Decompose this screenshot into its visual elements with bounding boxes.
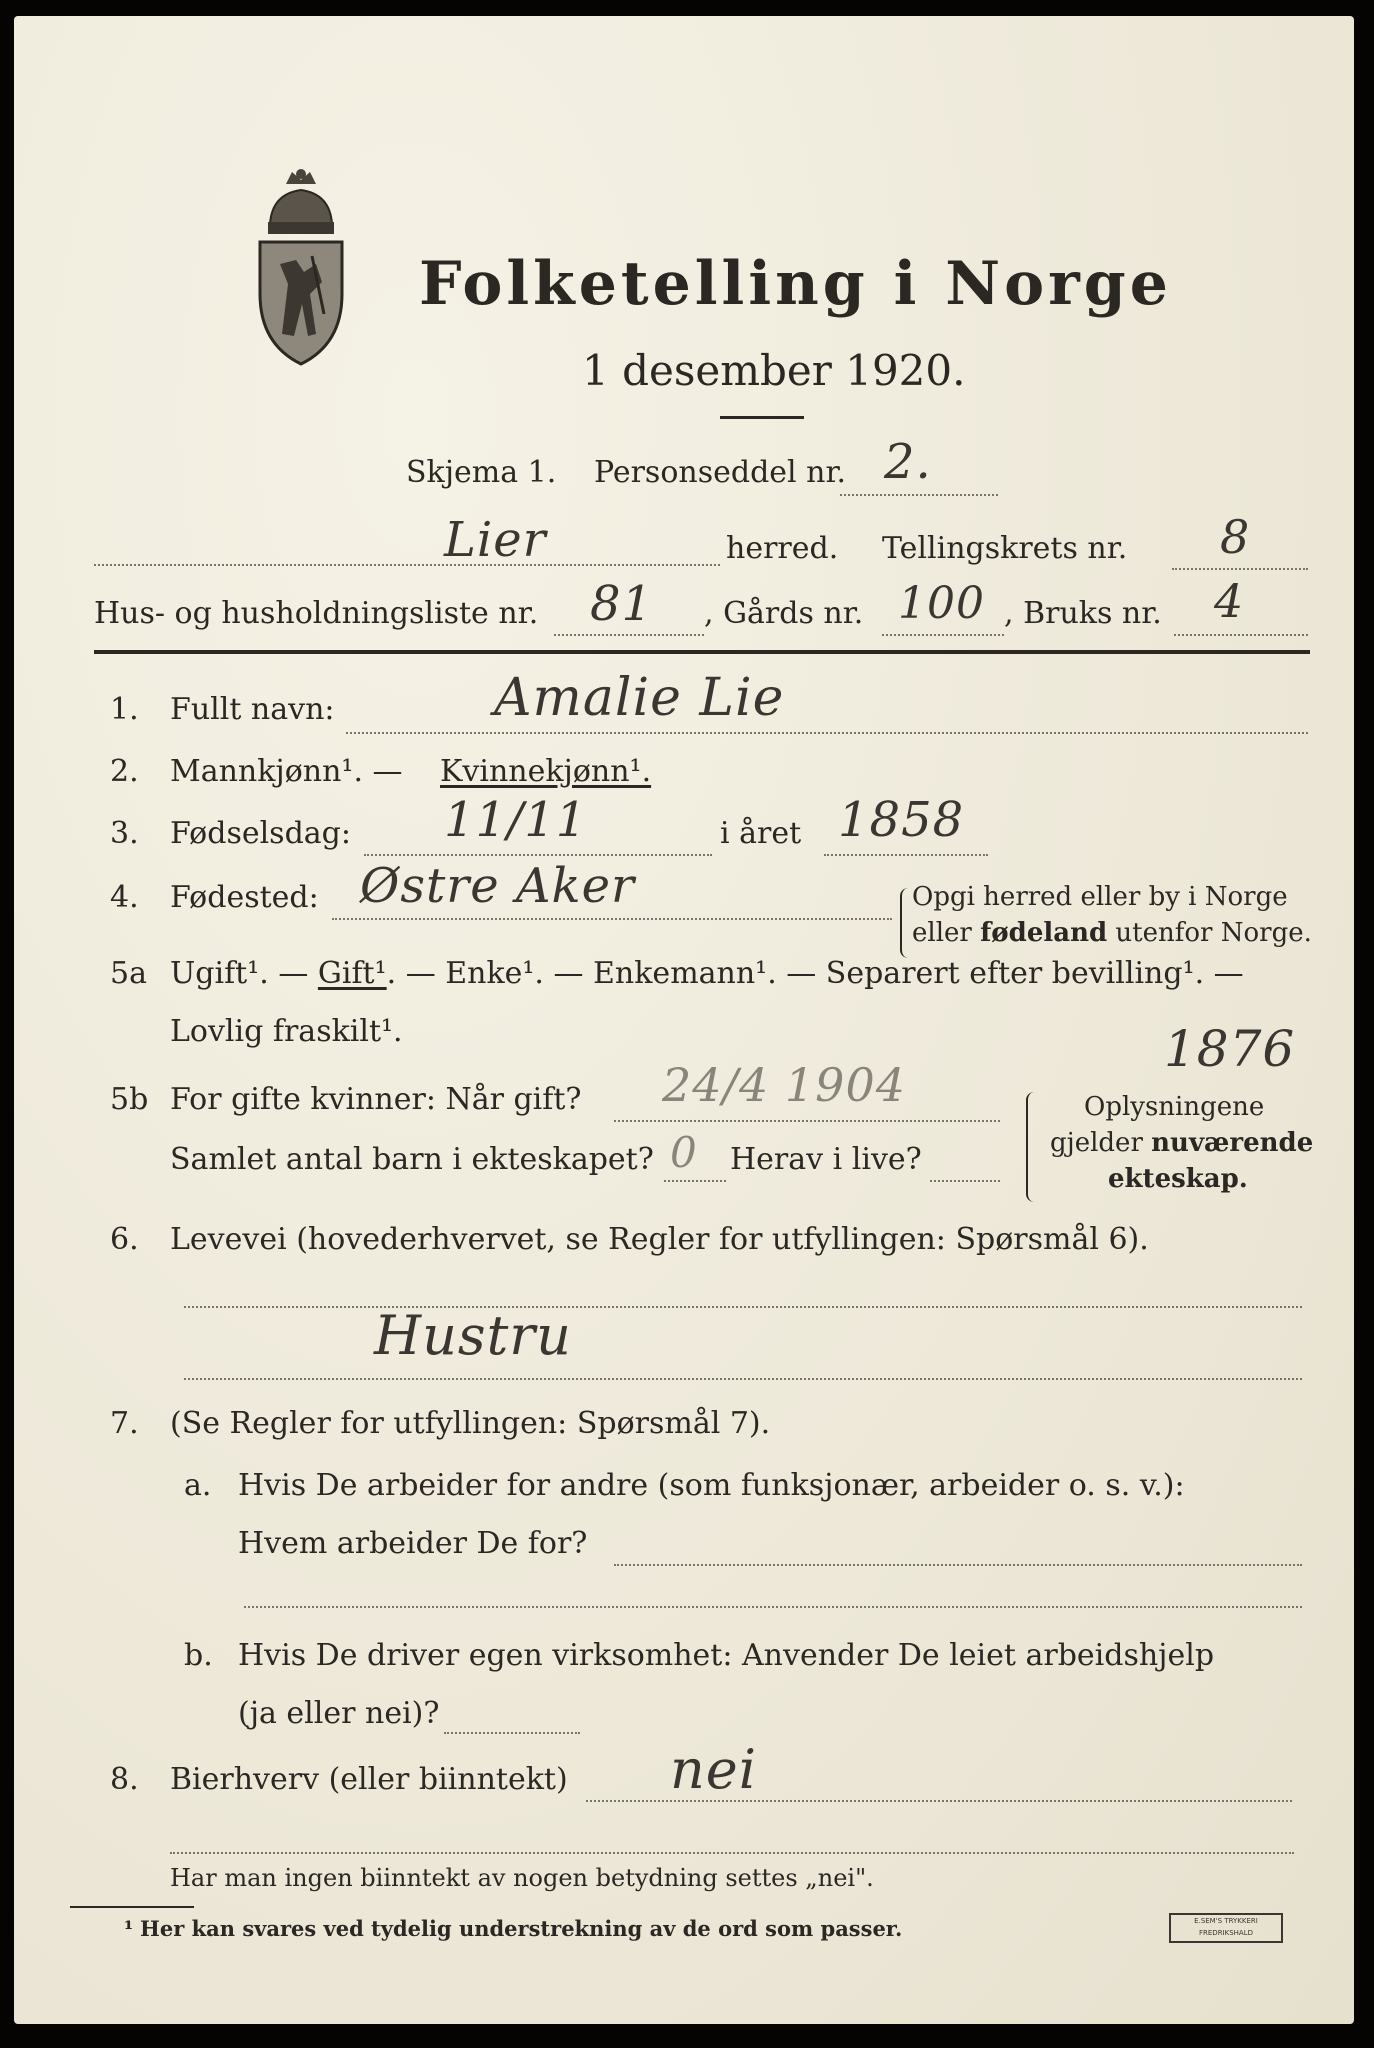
q7-number: 7.	[110, 1406, 139, 1441]
personseddel-label: Personseddel nr.	[594, 455, 847, 490]
q5a-line1: Ugift¹. — Gift¹. — Enke¹. — Enkemann¹. — Separert efter bevilling¹. —	[170, 956, 1244, 991]
bruks-line	[1174, 634, 1308, 636]
q5b-live-label: Herav i live?	[730, 1142, 922, 1177]
form-date: 1 desember 1920.	[582, 346, 966, 395]
header-divider	[720, 416, 804, 419]
footer-note: Har man ingen biinntekt av nogen betydning settes „nei".	[170, 1864, 874, 1892]
q7a-line	[614, 1564, 1302, 1566]
q2-male: Mannkjønn¹. —	[170, 754, 403, 789]
footnote-text: Her kan svares ved tydelig understrekning av de ord som passer.	[140, 1916, 903, 1941]
q7a-line2: Hvem arbeider De for?	[238, 1526, 588, 1561]
q5b-number: 5b	[110, 1082, 149, 1117]
q6-value: Hustru	[374, 1304, 572, 1367]
q5b-line	[614, 1120, 1000, 1122]
personseddel-value: 2.	[884, 434, 932, 490]
q5a-number: 5a	[110, 956, 147, 991]
q7a-letter: a.	[184, 1468, 212, 1503]
q7b-letter: b.	[184, 1638, 213, 1673]
footnote-divider	[70, 1906, 194, 1908]
personseddel-line	[840, 494, 998, 496]
q3-number: 3.	[110, 816, 139, 851]
tellingskrets-value: 8	[1220, 510, 1251, 564]
q5b-label: For gifte kvinner: Når gift?	[170, 1082, 582, 1117]
herred-value: Lier	[444, 512, 547, 568]
q5b-barn-line	[664, 1180, 726, 1182]
gards-line	[882, 634, 1004, 636]
q6-line1	[184, 1306, 1302, 1308]
q3-value: 11/11	[444, 792, 588, 848]
q6-line2	[184, 1378, 1302, 1380]
q8-label: Bierhverv (eller biinntekt)	[170, 1762, 568, 1797]
q4-brace	[900, 888, 910, 958]
q1-value: Amalie Lie	[494, 668, 785, 728]
q4-number: 4.	[110, 880, 139, 915]
q7b-line1: Hvis De driver egen virksomhet: Anvender De leiet arbeidshjelp	[238, 1638, 1215, 1673]
hus-line	[554, 634, 704, 636]
q8-value: nei	[670, 1738, 758, 1801]
q7a-line1: Hvis De arbeider for andre (som funksjonær, arbeider o. s. v.):	[238, 1468, 1185, 1503]
q5b-note-line3: ekteskap.	[1108, 1164, 1248, 1194]
q5b-value: 24/4 1904	[662, 1058, 906, 1112]
q1-number: 1.	[110, 692, 139, 727]
tellingskrets-label: Tellingskrets nr.	[882, 531, 1128, 566]
q4-note-line1: Opgi herred eller by i Norge	[912, 882, 1288, 912]
q7a-extra-line	[244, 1606, 1302, 1608]
q4-label: Fødested:	[170, 880, 319, 915]
bruks-value: 4	[1214, 574, 1245, 628]
gards-value: 100	[898, 578, 985, 629]
q7b-line	[444, 1732, 580, 1734]
q6-number: 6.	[110, 1222, 139, 1257]
q3-year-line	[824, 854, 988, 856]
q7b-line2: (ja eller nei)?	[238, 1696, 440, 1731]
q4-value: Østre Aker	[360, 858, 635, 914]
herred-line	[94, 564, 720, 566]
ids-divider	[94, 650, 1310, 654]
q3-line	[364, 854, 712, 856]
q4-note-line2: eller fødeland utenfor Norge.	[912, 918, 1312, 948]
q1-label: Fullt navn:	[170, 692, 335, 727]
q5b-note-line1: Oplysningene	[1084, 1092, 1265, 1122]
q3-label: Fødselsdag:	[170, 816, 351, 851]
census-form	[14, 16, 1354, 2024]
herred-label: herred.	[726, 531, 839, 566]
hus-value: 81	[590, 576, 654, 632]
q2-number: 2.	[110, 754, 139, 789]
q7-label: (Se Regler for utfyllingen: Spørsmål 7).	[170, 1406, 771, 1441]
q5b-note-line2: gjelder nuværende	[1050, 1128, 1314, 1158]
q2-female: Kvinnekjønn¹.	[440, 754, 652, 789]
coat-of-arms-icon	[252, 164, 350, 370]
gards-label: , Gårds nr.	[704, 596, 864, 631]
q8-number: 8.	[110, 1762, 139, 1797]
printer-stamp: E.SEM'S TRYKKERI FREDRIKSHALD	[1169, 1913, 1283, 1943]
q5b-brace	[1026, 1092, 1038, 1202]
q1-line	[346, 732, 1308, 734]
footnote-mark: ¹	[124, 1916, 134, 1941]
q5b-barn-label: Samlet antal barn i ekteskapet?	[170, 1142, 654, 1177]
q5b-barn-value: 0	[670, 1128, 698, 1177]
q6-label: Levevei (hovederhvervet, se Regler for utfyllingen: Spørsmål 6).	[170, 1222, 1149, 1257]
tellingskrets-line	[1172, 568, 1308, 570]
skjema-label: Skjema 1.	[406, 455, 557, 490]
q3-year-label: i året	[720, 816, 802, 851]
q8-extra-line	[170, 1852, 1294, 1854]
q5a-margin-note: 1876	[1164, 1020, 1296, 1078]
q4-line	[332, 918, 892, 920]
q5a-line2: Lovlig fraskilt¹.	[170, 1014, 403, 1049]
q5b-live-line	[930, 1180, 1000, 1182]
q3-year-value: 1858	[838, 792, 965, 848]
hus-label: Hus- og husholdningsliste nr.	[94, 596, 539, 631]
form-title: Folketelling i Norge	[419, 249, 1172, 319]
bruks-label: , Bruks nr.	[1004, 596, 1162, 631]
